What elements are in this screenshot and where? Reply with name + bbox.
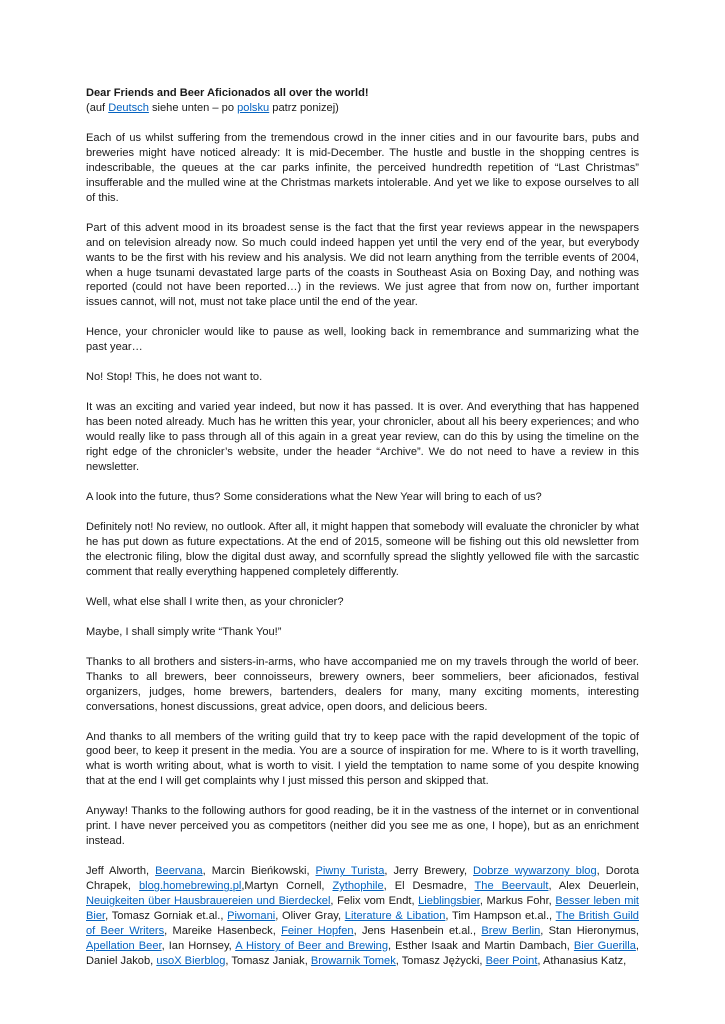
- author-name-text: , Felix vom Endt,: [330, 895, 419, 908]
- author-name-text: Jeff Alworth,: [86, 865, 156, 878]
- author-blog-link[interactable]: Beervana: [155, 865, 203, 878]
- paragraph-what-else: Well, what else shall I write then, as your chronicler?: [86, 595, 344, 608]
- author-name-text: , Markus Fohr,: [479, 895, 556, 908]
- author-blog-link[interactable]: Piwomani: [227, 910, 276, 923]
- author-name-text: , Dorota Chrapek,: [86, 865, 639, 893]
- paragraph-thanks-brothers: Thanks to all brothers and sisters-in-arms, who have accompanied me on my travels through the world of beer. Thanks to all brewers, beer connoisseurs, brewery owners, beer sommeliers, beer aficionados, festival organizers, judges, home brewers, bartenders, dealers for many, many exciting moments, interesting conversations, honest discussions, great advice, open doors, and delicious beers.: [86, 655, 639, 713]
- language-note: [86, 101, 639, 116]
- author-blog-link[interactable]: Bier Guerilla: [573, 939, 636, 952]
- author-blog-link[interactable]: The British Guild of Beer Writers: [86, 910, 639, 937]
- author-blog-link[interactable]: Literature & Libation: [344, 910, 446, 923]
- author-name-text: , El Desmadre,: [383, 880, 475, 893]
- paragraph-thank-you: Maybe, I shall simply write “Thank You!”: [86, 625, 282, 638]
- author-blog-link[interactable]: usoX Bierblog: [156, 954, 226, 967]
- author-blog-link[interactable]: Brew Berlin: [481, 924, 541, 937]
- author-blog-link[interactable]: Feiner Hopfen: [281, 924, 354, 937]
- authors-list: [86, 864, 639, 969]
- paragraph-stop: No! Stop! This, he does not want to.: [86, 371, 263, 384]
- author-name-text: ,Martyn Cornell,: [241, 880, 333, 893]
- author-blog-link[interactable]: Besser leben mit Bier: [86, 895, 639, 923]
- author-name-text: , Daniel Jakob,: [86, 939, 639, 967]
- paragraph-future-question: A look into the future, thus? Some considerations what the New Year will bring to each of us?: [86, 491, 542, 504]
- paragraph-pause: Hence, your chronicler would like to pause as well, looking back in remembrance and summarizing what the past year…: [86, 326, 639, 354]
- author-blog-link[interactable]: Dobrze wywarzony blog: [473, 865, 597, 878]
- paragraph-thanks-authors: Anyway! Thanks to the following authors for good reading, be it in the vastness of the internet or in conventional print. I have never perceived you as competitors (neither did you see me as one, I hope), but as an enrichment instead.: [86, 805, 639, 848]
- author-blog-link[interactable]: Browarnik Tomek: [310, 954, 396, 967]
- author-name-text: , Oliver Gray,: [275, 910, 345, 923]
- author-blog-link[interactable]: Piwny Turista: [315, 865, 385, 878]
- author-name-text: , Tomasz Jężycki,: [395, 954, 486, 967]
- author-blog-link[interactable]: The Beervault: [474, 880, 549, 893]
- author-name-text: , Tomasz Gorniak et.al.,: [105, 910, 228, 923]
- author-blog-link[interactable]: Neuigkeiten über Hausbrauereien und Bierdeckel: [86, 895, 331, 908]
- author-blog-link[interactable]: Beer Point: [485, 954, 538, 967]
- newsletter-body: [86, 86, 639, 969]
- author-name-text: , Jens Hasenbein et.al.,: [353, 924, 482, 937]
- author-blog-link[interactable]: Zythophile: [332, 880, 384, 893]
- author-blog-link[interactable]: blog.homebrewing.pl: [138, 880, 242, 893]
- author-blog-link[interactable]: Lieblingsbier: [418, 895, 480, 908]
- author-name-text: , Stan Hieronymus,: [540, 924, 639, 937]
- author-name-text: , Esther Isaak and Martin Dambach,: [388, 939, 574, 952]
- language-note-suffix: patrz ponizej): [269, 101, 339, 114]
- author-name-text: , Tim Hampson et.al.,: [445, 910, 556, 923]
- paragraph-crowds: Each of us whilst suffering from the tremendous crowd in the inner cities and in our favourite bars, pubs and breweries might have noticed already: It is mid-December. The hustle and bustle in the shopping centres is indescribable, the queues at the car parks infinite, the perceived hundredth repetition of “Last Christmas” insufferable and the mulled wine at the Christmas markets intolerable. And yet we like to expose ourselves to all of this.: [86, 131, 639, 204]
- language-note-middle: siehe unten – po: [148, 101, 238, 114]
- author-name-text: , Marcin Bieńkowski,: [202, 865, 316, 878]
- author-name-text: , Ian Hornsey,: [161, 939, 236, 952]
- paragraph-thanks-writers: And thanks to all members of the writing guild that try to keep pace with the rapid development of the topic of good beer, to keep it present in the media. You are a source of inspiration for me. Where to is it worth travelling, what is worth writing about, what is worth to visit. I yield the temptation to name some of you despite knowing that at the end I will get complaints why I just missed this person and skipped that.: [86, 730, 639, 788]
- greeting-heading: Dear Friends and Beer Aficionados all over the world!: [86, 87, 369, 99]
- paragraph-year-passed: It was an exciting and varied year indeed, but now it has passed. It is over. And everything that has happened has been noted already. Much has he written this year, your chronicler, about all his beery experiences; and who would really like to pass through all of this again in a great year review, can do this by using the timeline on the right edge of the chronicler’s website, under the header “Archive”. We do not need to have a review in this newsletter.: [86, 401, 639, 474]
- author-blog-link[interactable]: Apellation Beer: [86, 939, 162, 952]
- deutsch-link[interactable]: Deutsch: [108, 101, 149, 114]
- author-blog-link[interactable]: A History of Beer and Brewing: [235, 939, 389, 952]
- author-name-text: , Athanasius Katz,: [537, 954, 627, 967]
- author-name-text: , Tomasz Janiak,: [225, 954, 311, 967]
- author-name-text: , Alex Deuerlein,: [548, 880, 639, 893]
- author-name-text: , Mareike Hasenbeck,: [164, 924, 282, 937]
- polsku-link[interactable]: polsku: [237, 101, 270, 114]
- paragraph-advent-mood: Part of this advent mood in its broadest sense is the fact that the first year reviews appear in the newspapers and on television already now. So much could indeed happen yet until the very end of the year, but everybody wants to be the first with his review and his analysis. We did not learn anything from the terrible events of 2004, when a huge tsunami devastated large parts of the coasts in Southeast Asia on Boxing Day, and nothing was reported (could not have been reported…) in the reviews. We just agree that from now on, further important issues cannot, will not, must not take place until the end of the year.: [86, 221, 639, 309]
- language-note-prefix: (auf: [86, 101, 109, 114]
- paragraph-no-outlook: Definitely not! No review, no outlook. After all, it might happen that somebody will evaluate the chronicler by what he has put down as future expectations. At the end of 2015, someone will be fishing out this old newsletter from the electronic filing, blow the digital dust away, and scornfully spread the slightly yellowed file with the sarcastic comment that really everything happened completely differently.: [86, 520, 639, 578]
- author-name-text: , Jerry Brewery,: [384, 865, 474, 878]
